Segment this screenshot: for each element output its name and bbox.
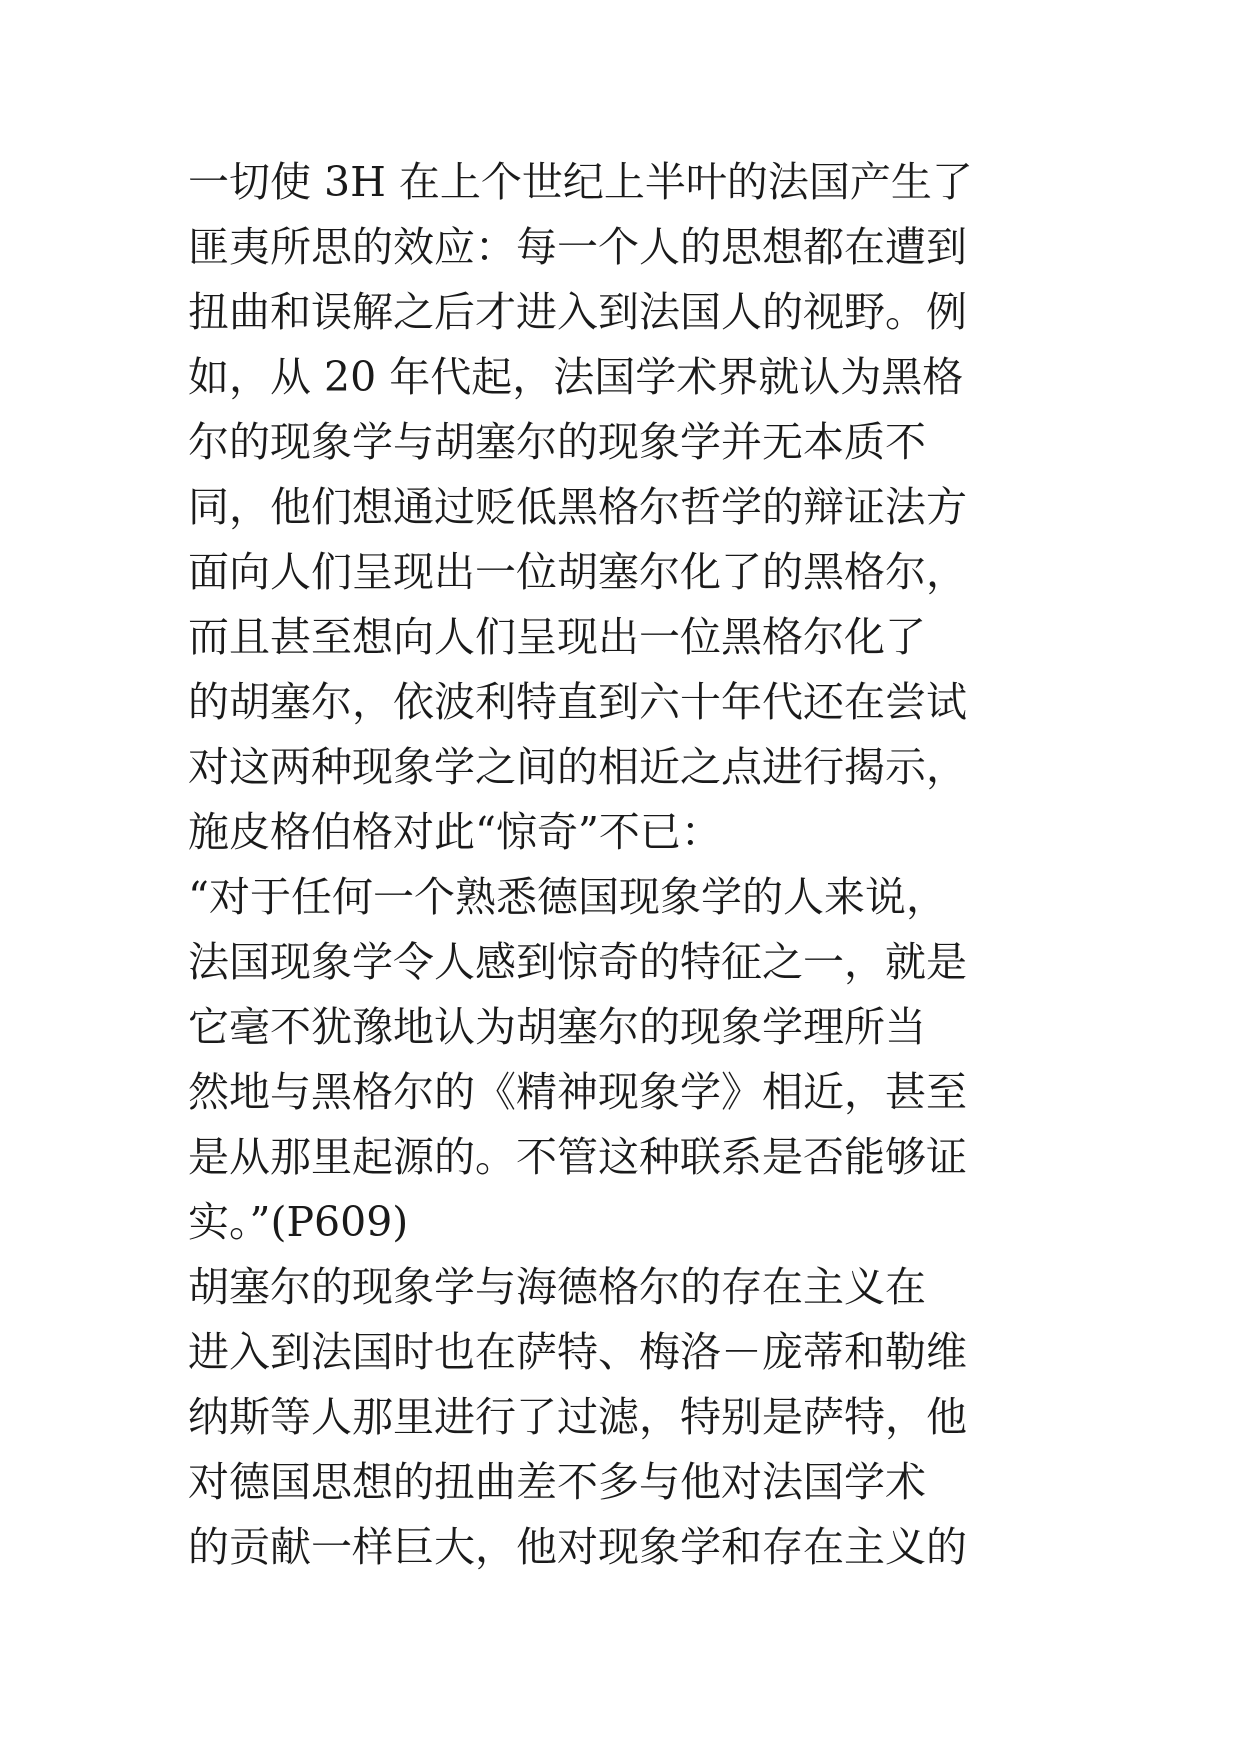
text-line: 一切使 3H 在上个世纪上半叶的法国产生了: [188, 158, 973, 206]
quote-citation-line: 实。”(P609): [188, 1198, 409, 1246]
text-line: 面向人们呈现出一位胡塞尔化了的黑格尔，: [188, 548, 967, 596]
body-text: [188, 150, 1088, 1580]
text-line: 的胡塞尔，依波利特直到六十年代还在尝试: [188, 678, 967, 726]
text-line: 扭曲和误解之后才进入到法国人的视野。例: [188, 288, 967, 336]
text-line: 对这两种现象学之间的相近之点进行揭示，: [188, 743, 967, 791]
text-line: 对德国思想的扭曲差不多与他对法国学术: [188, 1458, 926, 1506]
text-line: 胡塞尔的现象学与海德格尔的存在主义在: [188, 1263, 926, 1311]
quote-line: 它毫不犹豫地认为胡塞尔的现象学理所当: [188, 1003, 926, 1051]
text-line: 匪夷所思的效应：每一个人的思想都在遭到: [188, 223, 967, 271]
text-line: 的贡献一样巨大，他对现象学和存在主义的: [188, 1523, 967, 1571]
text-line: 施皮格伯格对此“惊奇”不已：: [188, 808, 722, 856]
text-line: 尔的现象学与胡塞尔的现象学并无本质不: [188, 418, 926, 466]
quote-line: “对于任何一个熟悉德国现象学的人来说，: [188, 873, 947, 921]
text-line: 如，从 20 年代起，法国学术界就认为黑格: [188, 353, 964, 401]
text-line: 纳斯等人那里进行了过滤，特别是萨特，他: [188, 1393, 967, 1441]
text-line: 进入到法国时也在萨特、梅洛－庞蒂和勒维: [188, 1328, 967, 1376]
text-line: 同，他们想通过贬低黑格尔哲学的辩证法方: [188, 483, 967, 531]
quote-line: 法国现象学令人感到惊奇的特征之一，就是: [188, 938, 967, 986]
text-line: 而且甚至想向人们呈现出一位黑格尔化了: [188, 613, 926, 661]
quote-line: 是从那里起源的。不管这种联系是否能够证: [188, 1133, 967, 1181]
quote-line: 然地与黑格尔的《精神现象学》相近，甚至: [188, 1068, 967, 1116]
